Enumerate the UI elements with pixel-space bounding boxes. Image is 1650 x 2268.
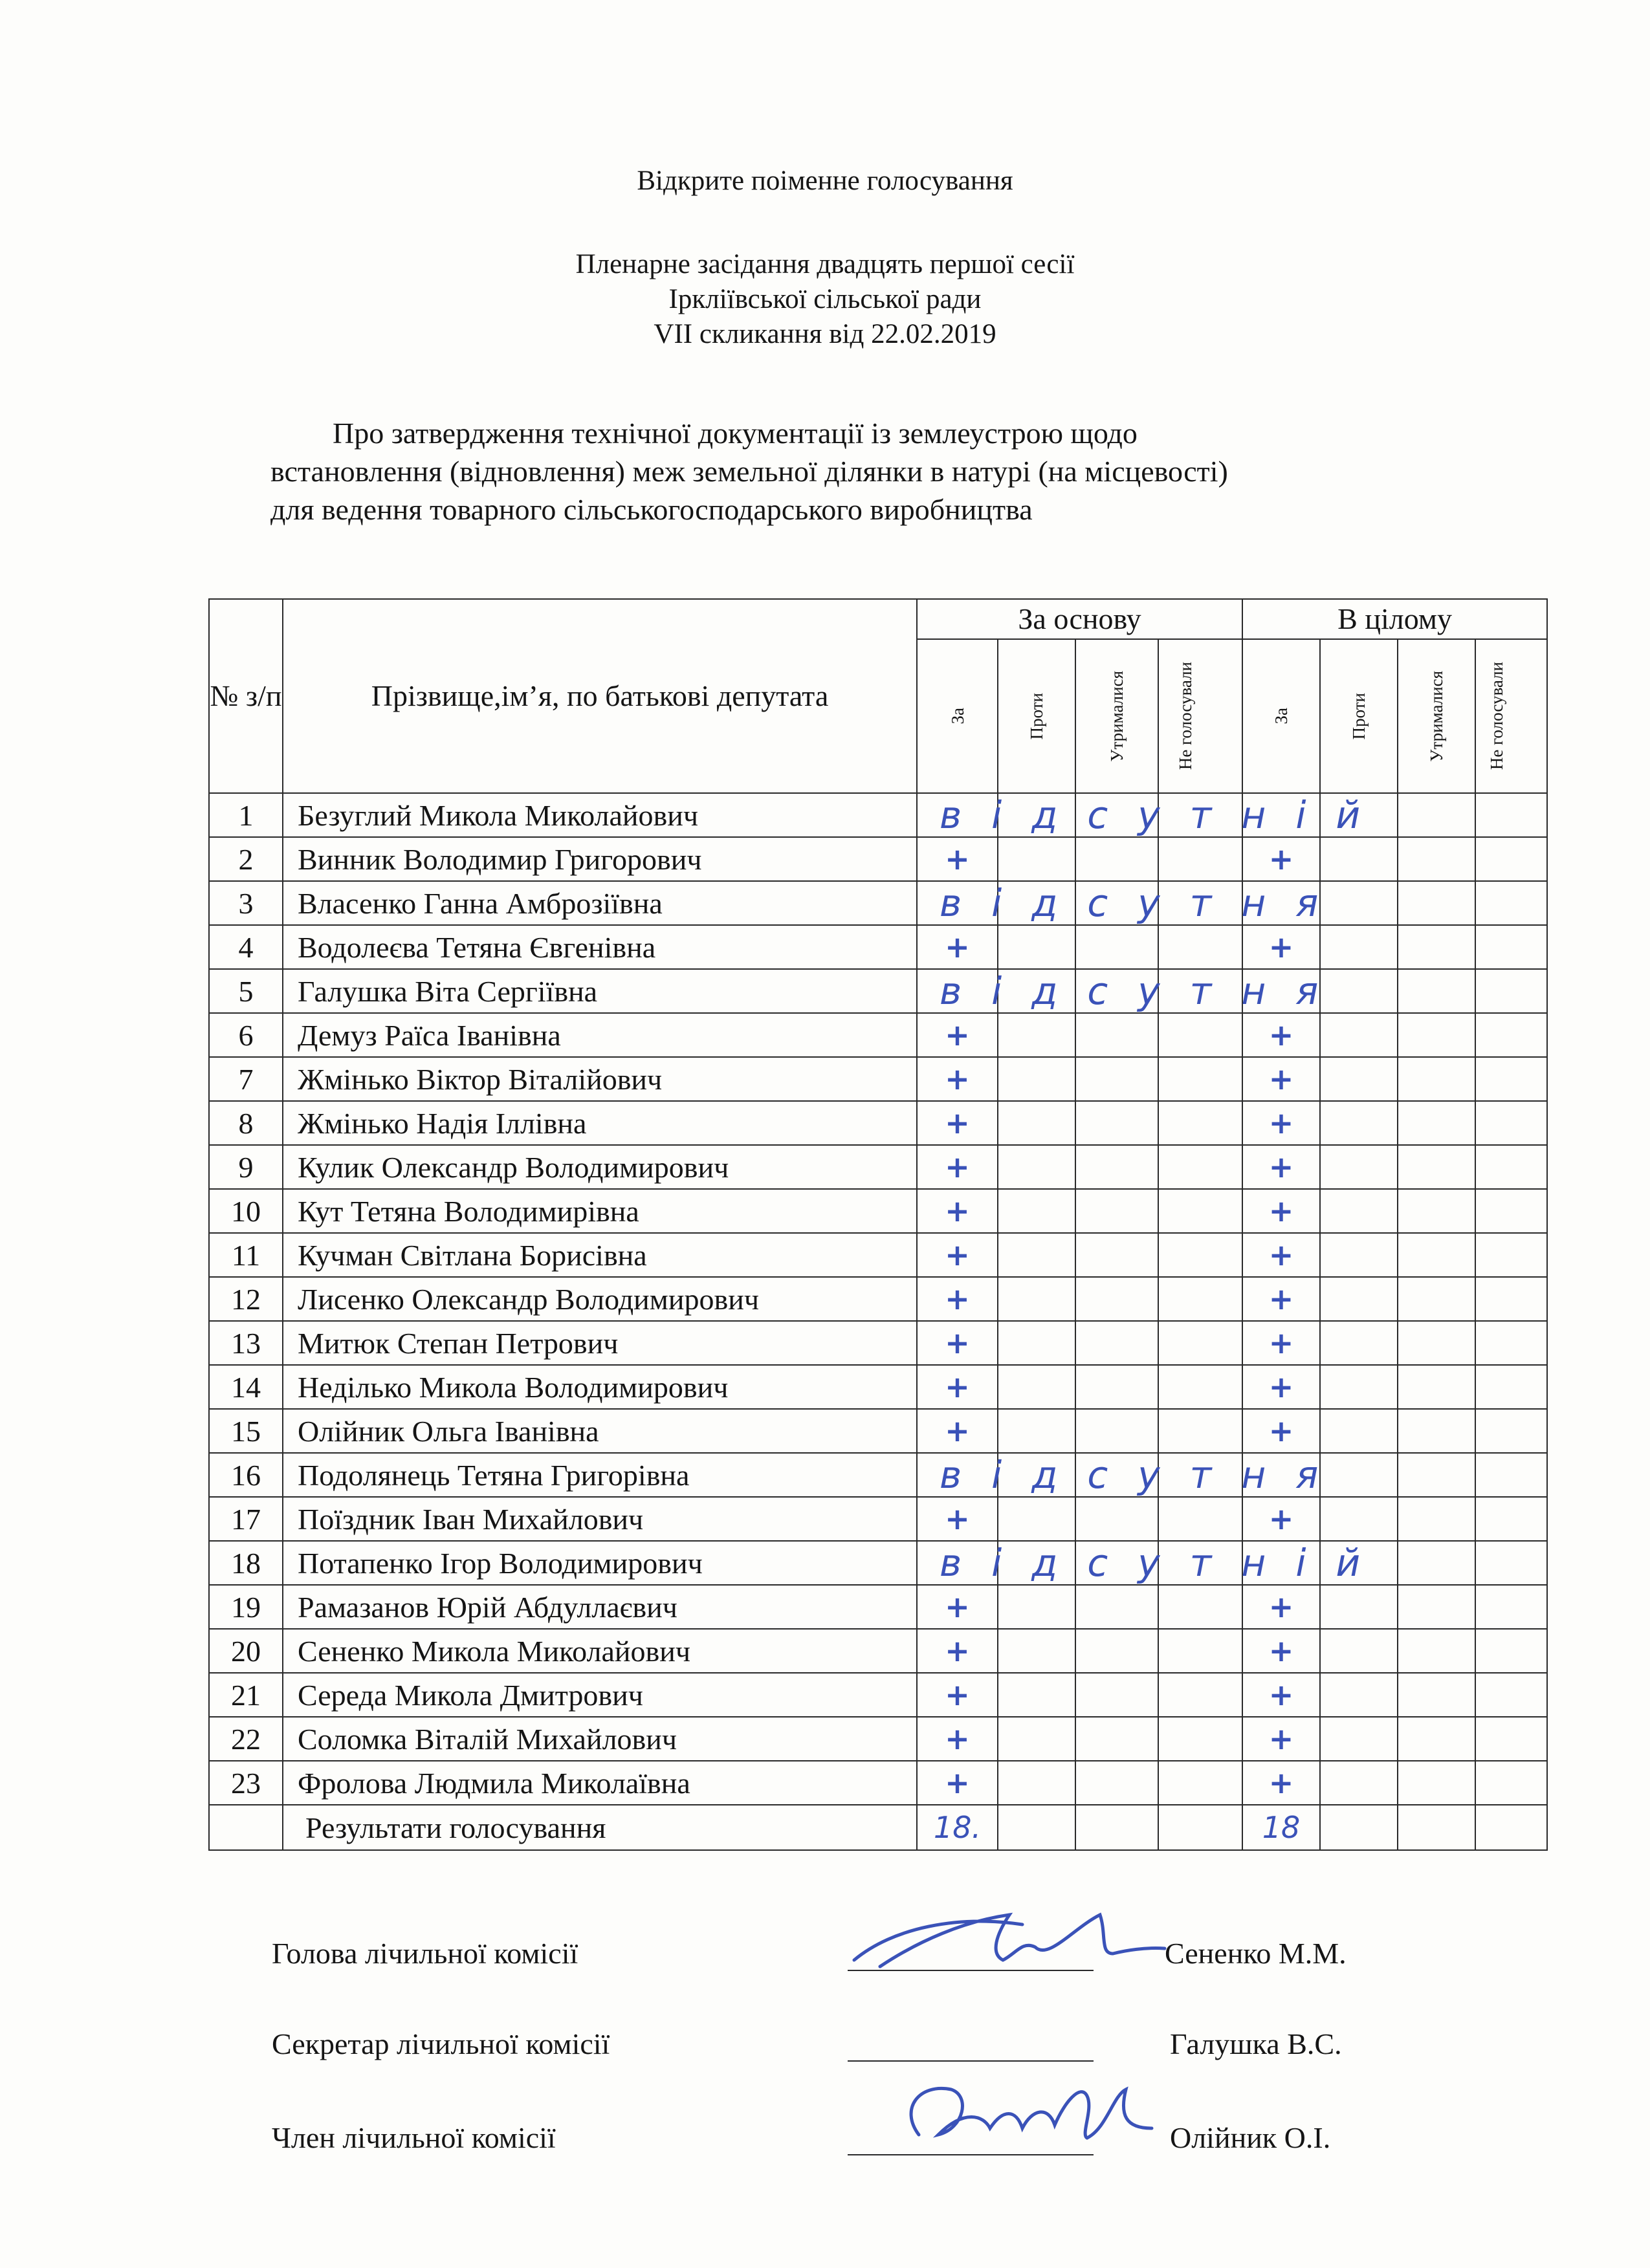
row-number: 18	[209, 1541, 283, 1585]
topic-line-1: Про затвердження технічної документації із землеустрою щодо	[333, 417, 1138, 450]
basis-for-header: За	[947, 708, 967, 725]
deputy-name: Кучман Світлана Борисівна	[283, 1233, 917, 1277]
basis-for-mark: +	[917, 1013, 998, 1057]
deputy-name: Потапенко Ігор Володимирович	[283, 1541, 917, 1585]
deputy-name: Винник Володимир Григорович	[283, 837, 917, 881]
whole-for-mark: +	[1242, 1761, 1320, 1805]
whole-for-mark: +	[1242, 837, 1320, 881]
basis-for-mark: +	[917, 925, 998, 969]
session-line-3: VII скликання від 22.02.2019	[654, 319, 996, 349]
session-line-1: Пленарне засідання двадцять першої сесії	[575, 249, 1075, 279]
table-row	[209, 1233, 1547, 1277]
absent-annotation: відсутній	[940, 1541, 1391, 1585]
basis-for-mark: +	[917, 837, 998, 881]
whole-for-mark	[1242, 1541, 1320, 1585]
document-title: Відкрите поіменне голосування	[637, 166, 1013, 196]
whole-for-mark	[1242, 969, 1320, 1013]
col-number-header: № з/п	[209, 599, 283, 793]
basis-for-mark	[917, 881, 998, 925]
deputy-name: Демуз Раїса Іванівна	[283, 1013, 917, 1057]
secretary-signature-line	[848, 2060, 1094, 2062]
chair-signature-line	[848, 1970, 1094, 1971]
basis-for-mark: +	[917, 1673, 998, 1717]
row-number: 4	[209, 925, 283, 969]
results-whole-for: 18	[1242, 1805, 1320, 1850]
absent-annotation: відсутня	[940, 969, 1348, 1013]
table-row	[209, 881, 1547, 925]
deputy-name: Неділько Микола Володимирович	[283, 1365, 917, 1409]
row-number: 15	[209, 1409, 283, 1453]
row-number: 23	[209, 1761, 283, 1805]
table-row	[209, 969, 1547, 1013]
whole-for-mark: +	[1242, 1013, 1320, 1057]
deputy-name: Водолеєва Тетяна Євгенівна	[283, 925, 917, 969]
row-number: 3	[209, 881, 283, 925]
group-whole-header: В цілому	[1242, 599, 1547, 639]
table-row	[209, 1409, 1547, 1453]
basis-for-mark: +	[917, 1497, 998, 1541]
member-name: Олійник О.І.	[1170, 2121, 1331, 2154]
whole-abstained-header: Утрималися	[1427, 670, 1447, 762]
table-row	[209, 1585, 1547, 1629]
basis-for-mark: +	[917, 1365, 998, 1409]
basis-for-mark: +	[917, 1629, 998, 1673]
secretary-signature-row	[0, 2022, 1650, 2073]
whole-for-mark: +	[1242, 1629, 1320, 1673]
basis-not-voted-header: Не голосували	[1176, 662, 1196, 770]
row-number: 7	[209, 1057, 283, 1101]
whole-for-mark: +	[1242, 1585, 1320, 1629]
topic-line-2: встановлення (відновлення) меж земельної ділянки в натурі (на місцевості)	[270, 455, 1228, 488]
results-row	[209, 1805, 1547, 1850]
deputy-name: Фролова Людмила Миколаївна	[283, 1761, 917, 1805]
deputy-name: Митюк Степан Петрович	[283, 1321, 917, 1365]
voting-table	[208, 598, 1548, 1851]
whole-for-mark	[1242, 881, 1320, 925]
deputy-name: Сененко Микола Миколайович	[283, 1629, 917, 1673]
whole-for-mark: +	[1242, 1673, 1320, 1717]
deputy-name: Рамазанов Юрій Абдуллаєвич	[283, 1585, 917, 1629]
basis-for-mark	[917, 969, 998, 1013]
row-number: 21	[209, 1673, 283, 1717]
table-row	[209, 1057, 1547, 1101]
col-name-header: Прізвище,ім’я, по батькові депутата	[283, 599, 917, 793]
secretary-role: Секретар лічильної комісії	[272, 2027, 610, 2060]
basis-for-mark: +	[917, 1233, 998, 1277]
deputy-name: Жмінько Надія Іллівна	[283, 1101, 917, 1145]
basis-for-mark: +	[917, 1101, 998, 1145]
member-signature-row	[0, 2115, 1650, 2167]
table-row	[209, 1365, 1547, 1409]
whole-for-mark: +	[1242, 1057, 1320, 1101]
table-row	[209, 1717, 1547, 1761]
row-number: 20	[209, 1629, 283, 1673]
table-row	[209, 1145, 1547, 1189]
basis-for-mark	[917, 1541, 998, 1585]
row-number: 8	[209, 1101, 283, 1145]
basis-for-mark: +	[917, 1189, 998, 1233]
secretary-name: Галушка В.С.	[1170, 2027, 1342, 2060]
results-basis-for: 18.	[917, 1805, 998, 1850]
member-signature-line	[848, 2154, 1094, 2155]
session-line-2: Ірклiївської сільської ради	[668, 284, 982, 314]
basis-for-mark: +	[917, 1321, 998, 1365]
table-row	[209, 1497, 1547, 1541]
basis-abstained-header: Утрималися	[1107, 670, 1127, 762]
whole-for-mark: +	[1242, 1497, 1320, 1541]
deputy-name: Кулик Олександр Володимирович	[283, 1145, 917, 1189]
table-row	[209, 1013, 1547, 1057]
basis-for-mark: +	[917, 1409, 998, 1453]
row-number: 13	[209, 1321, 283, 1365]
whole-for-mark: +	[1242, 925, 1320, 969]
table-row	[209, 793, 1547, 837]
basis-for-mark: +	[917, 1057, 998, 1101]
row-number: 1	[209, 793, 283, 837]
whole-for-mark: +	[1242, 1145, 1320, 1189]
table-row	[209, 1673, 1547, 1717]
whole-for-mark: +	[1242, 1365, 1320, 1409]
row-number: 17	[209, 1497, 283, 1541]
deputy-name: Власенко Ганна Амброзіївна	[283, 881, 917, 925]
table-row	[209, 1277, 1547, 1321]
table-row	[209, 1541, 1547, 1585]
row-number: 22	[209, 1717, 283, 1761]
deputy-name: Жмінько Віктор Віталійович	[283, 1057, 917, 1101]
deputy-name: Подолянець Тетяна Григорівна	[283, 1453, 917, 1497]
whole-for-mark: +	[1242, 1717, 1320, 1761]
deputy-name: Кут Тетяна Володимирівна	[283, 1189, 917, 1233]
whole-for-mark	[1242, 1453, 1320, 1497]
row-number: 14	[209, 1365, 283, 1409]
basis-for-mark: +	[917, 1585, 998, 1629]
table-row	[209, 1189, 1547, 1233]
basis-for-mark: +	[917, 1717, 998, 1761]
deputy-name: Лисенко Олександр Володимирович	[283, 1277, 917, 1321]
row-number: 11	[209, 1233, 283, 1277]
whole-not-voted-header: Не голосували	[1486, 662, 1506, 770]
basis-for-mark	[917, 1453, 998, 1497]
basis-against-header: Проти	[1027, 692, 1046, 740]
row-number: 9	[209, 1145, 283, 1189]
whole-against-header: Проти	[1349, 692, 1369, 740]
whole-for-mark: +	[1242, 1233, 1320, 1277]
table-row	[209, 1453, 1547, 1497]
group-basis-header: За основу	[917, 599, 1242, 639]
deputy-name: Олійник Ольга Іванівна	[283, 1409, 917, 1453]
row-number: 5	[209, 969, 283, 1013]
member-role: Член лічильної комісії	[272, 2121, 556, 2154]
results-label: Результати голосування	[283, 1805, 917, 1850]
deputy-name: Соломка Віталій Михайлович	[283, 1717, 917, 1761]
whole-for-mark: +	[1242, 1189, 1320, 1233]
table-row	[209, 837, 1547, 881]
absent-annotation: відсутня	[940, 881, 1348, 925]
deputy-name: Галушка Віта Сергіївна	[283, 969, 917, 1013]
whole-for-mark: +	[1242, 1277, 1320, 1321]
row-number: 19	[209, 1585, 283, 1629]
row-number: 16	[209, 1453, 283, 1497]
whole-for-mark: +	[1242, 1321, 1320, 1365]
table-row	[209, 925, 1547, 969]
absent-annotation: відсутній	[940, 793, 1391, 837]
row-number: 12	[209, 1277, 283, 1321]
row-number: 2	[209, 837, 283, 881]
chair-signature-row	[0, 1931, 1650, 1983]
table-row	[209, 1761, 1547, 1805]
deputy-name: Поїздник Іван Михайлович	[283, 1497, 917, 1541]
row-number: 10	[209, 1189, 283, 1233]
absent-annotation: відсутня	[940, 1453, 1348, 1497]
row-number: 6	[209, 1013, 283, 1057]
deputy-name: Безуглий Микола Миколайович	[283, 793, 917, 837]
whole-for-mark: +	[1242, 1101, 1320, 1145]
basis-for-mark: +	[917, 1145, 998, 1189]
whole-for-mark: +	[1242, 1409, 1320, 1453]
basis-for-mark: +	[917, 1277, 998, 1321]
table-row	[209, 1101, 1547, 1145]
basis-for-mark: +	[917, 1761, 998, 1805]
topic-line-3: для ведення товарного сільськогосподарського виробництва	[270, 493, 1033, 526]
chair-role: Голова лічильної комісії	[272, 1937, 578, 1970]
whole-for-mark	[1242, 793, 1320, 837]
deputy-name: Середа Микола Дмитрович	[283, 1673, 917, 1717]
whole-for-header: За	[1271, 708, 1292, 725]
chair-name: Сененко М.М.	[1165, 1937, 1347, 1970]
table-row	[209, 1629, 1547, 1673]
basis-for-mark	[917, 793, 998, 837]
table-row	[209, 1321, 1547, 1365]
